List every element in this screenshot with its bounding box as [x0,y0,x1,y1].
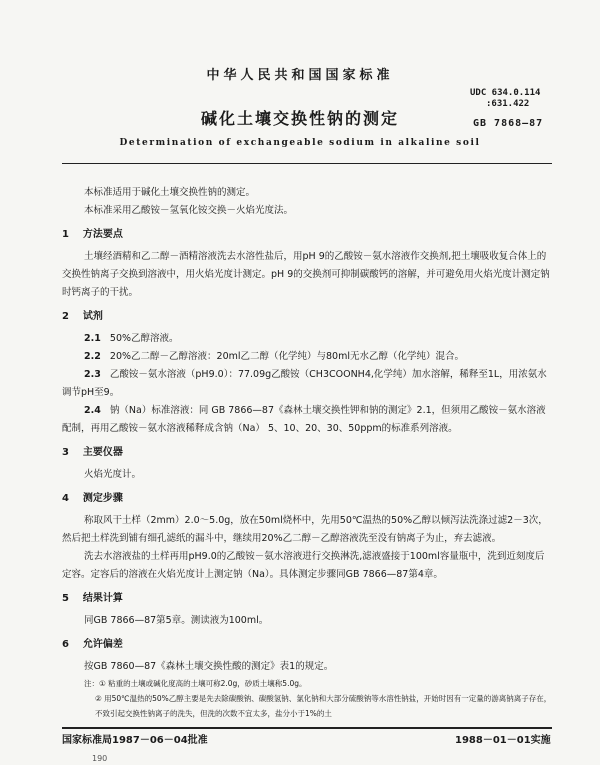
section-title: 试剂 [82,311,103,322]
section-1-heading [62,226,552,244]
section-5-heading [62,590,552,608]
english-title: Determination of exchangeable sodium in alkaline soil [119,138,481,148]
udc-code-cont: :631.422 [486,99,530,109]
footer-divider [62,727,552,729]
section-number: 6 [62,639,69,650]
page-number: 190 [92,754,108,763]
reagent-number: 2.3 [84,369,101,380]
approval-date: 国家标准局1987－06－04批准 [62,735,208,746]
document-body [62,184,552,721]
header-divider [62,163,552,164]
standard-type-title: 中华人民共和国国家标准 [206,68,394,83]
section-4-paragraph-1: 称取风干土样（2mm）2.0～5.0g，放在50ml烧杯中，先用50℃温热的50%乙醇以倾泻法洗涤过滤2－3次，然后把土样洗到铺有细孔滤纸的漏斗中，继续用20%乙二醇－乙醇溶液洗至没有钠离子为止，弃去滤液。 [62,515,548,544]
reagent-item [62,402,552,438]
note-2: ② 用50℃温热的50%乙醇主要是先去除碳酸钠、碳酸氢钠、氯化钠和大部分硫酸钠等水溶性钠盐，开始时因有一定量的游离钠离子存在，不致引起交换性钠离子的洗失，但洗的次数不宜太多，盐分小于1%的土 [95,694,552,718]
reagent-item [62,348,552,366]
gb-code: GB 7868—87 [473,118,544,129]
section-number: 1 [62,229,69,240]
section-6-heading [62,636,552,654]
section-6-paragraph: 按GB 7860—87《森林土壤交换性酸的测定》表1的规定。 [84,661,334,672]
section-4-paragraph-2: 洗去水溶液盐的土样再用pH9.0的乙酸铵－氨水溶液进行交换淋洗,滤液盛接于100ml容量瓶中，洗到近刻度后定容。定容后的溶液在火焰光度计上测定钠（Na）。具体测定步骤同GB 7866—87第4章。 [62,551,545,580]
reagent-number: 2.1 [84,333,101,344]
section-1-paragraph: 土壤经酒精和乙二醇－酒精溶液洗去水溶性盐后，用pH 9的乙酸铵－氨水溶液作交换剂,把土壤吸收复合体上的交换性钠离子交换到溶液中，用火焰光度计测定。pH 9的交换剂可抑制碳酸钙的溶解，并可避免用火焰光度计测定钠时钙离子的干扰。 [62,251,550,298]
note-1: 注：① 粘重的土壤或碱化度高的土壤可称2.0g，砂质土壤称5.0g。 [84,679,307,688]
reagent-number: 2.4 [84,405,101,416]
reagent-text: 乙酸铵－氨水溶液（pH9.0）：77.09g乙酸铵（CH3COONH4,化学纯）加水溶解，稀释至1L，用浓氨水调节pH至9。 [62,369,547,398]
section-title: 结果计算 [82,593,123,604]
section-title: 方法要点 [82,229,123,240]
section-title: 允许偏差 [82,639,123,650]
reagent-text: 50%乙醇溶液。 [109,333,179,344]
section-title: 测定步骤 [82,493,123,504]
implementation-date: 1988－01－01实施 [455,735,551,746]
section-title: 主要仪器 [82,447,123,458]
reagent-text: 20%乙二醇－乙醇溶液：20ml乙二醇（化学纯）与80ml无水乙醇（化学纯）混合。 [109,351,464,362]
section-number: 4 [62,493,69,504]
section-number: 3 [62,447,69,458]
section-2-heading [62,308,552,326]
intro-line-2: 本标准采用乙酸铵－氢氧化铵交换－火焰光度法。 [84,205,294,216]
reagent-number: 2.2 [84,351,101,362]
section-3-heading [62,444,552,462]
section-number: 5 [62,593,69,604]
reagent-item [62,330,552,348]
section-4-heading [62,490,552,508]
section-3-paragraph: 火焰光度计。 [84,469,142,480]
document-title: 碱化土壤交换性钠的测定 [200,109,399,128]
reagent-text: 钠（Na）标准溶液：同 GB 7866—87《森林土壤交换性钾和钠的测定》2.1，但须用乙酸铵－氨水溶液配制，再用乙酸铵－氨水溶液稀释成含钠（Na） 5、10、20、30、50ppm的标准系列溶液。 [62,405,546,434]
udc-code: UDC 634.0.114 [470,88,541,98]
section-number: 2 [62,311,69,322]
intro-line-1: 本标准适用于碱化土壤交换性钠的测定。 [84,187,256,198]
section-5-paragraph: 同GB 7866—87第5章。测读液为100ml。 [84,615,269,626]
reagent-item [62,366,552,402]
